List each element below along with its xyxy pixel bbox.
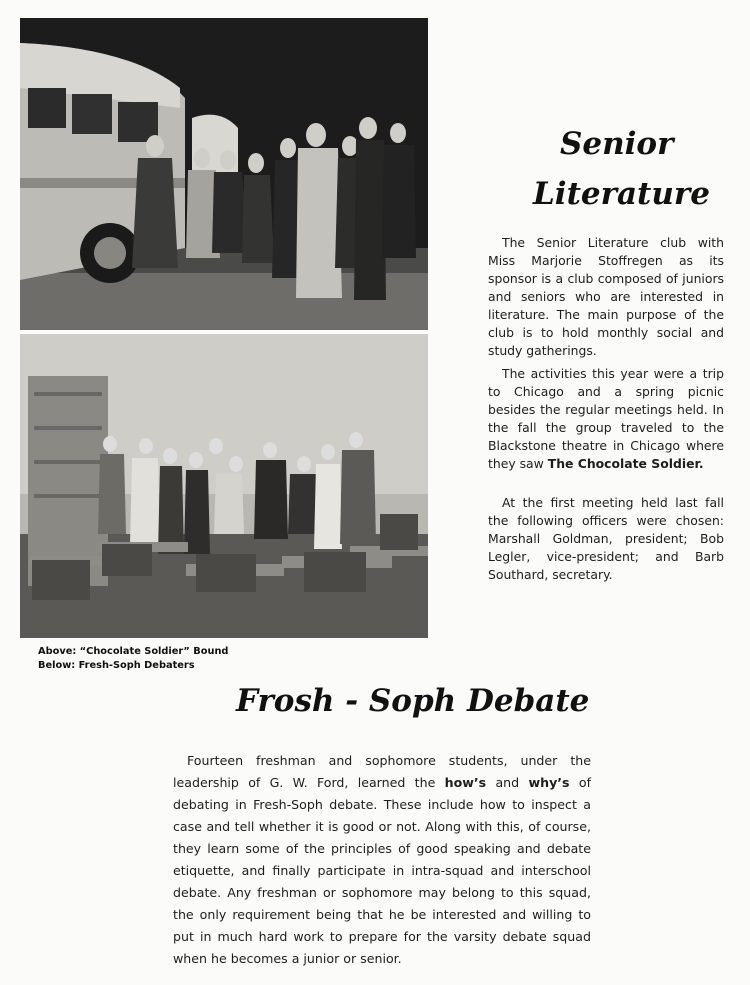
- senior-literature-title-line2: Literature: [533, 176, 710, 212]
- senior-literature-title-line1: Senior: [560, 126, 674, 162]
- classroom-group-photo: [20, 334, 428, 638]
- and-text: and: [495, 775, 520, 790]
- debate-text-a: Fourteen freshman and sophomore students, under the leadership of G. W. Ford, learned the: [173, 753, 591, 790]
- senior-literature-paragraph-3: At the first meeting held last fall the following officers were chosen: Marshall Goldman, president; Bob Legler, vice-president; and Barb Southard, secretary.: [488, 495, 724, 582]
- caption-above: Above: “Chocolate Soldier” Bound: [38, 646, 229, 657]
- bus-group-photo: [20, 18, 428, 330]
- whys-bold: why’s: [528, 775, 570, 790]
- paragraph-2-text: The activities this year were a trip to Chicago and a spring picnic besides the regular meetings held. In the fall the group traveled to the Blackstone theatre in Chicago where they saw: [488, 366, 724, 471]
- hows-bold: how’s: [444, 775, 487, 790]
- play-title: The Chocolate Soldier.: [547, 456, 704, 471]
- frosh-soph-debate-paragraph: [173, 750, 591, 970]
- frosh-soph-debate-title: Frosh - Soph Debate: [236, 683, 590, 719]
- senior-literature-paragraph-1: The Senior Literature club with Miss Marjorie Stoffregen as its sponsor is a club composed of juniors and seniors who are interested in literature. The main purpose of the club is to hold monthly social and study gatherings.: [488, 235, 724, 358]
- debate-text-c: of debating in Fresh-Soph debate. These include how to inspect a case and tell whether it is good or not. Along with this, of course, they learn some of the principles of good speaking and debate etiquette, and finally participate in intra-squad and interschool debate. Any freshman or sophomore may belong to this squad, the only requirement being that he be interested and willing to put in much hard work to prepare for the varsity debate squad when he becomes a junior or senior.: [173, 775, 591, 966]
- caption-below: Below: Fresh-Soph Debaters: [38, 660, 195, 671]
- senior-literature-paragraph-2: [488, 365, 724, 473]
